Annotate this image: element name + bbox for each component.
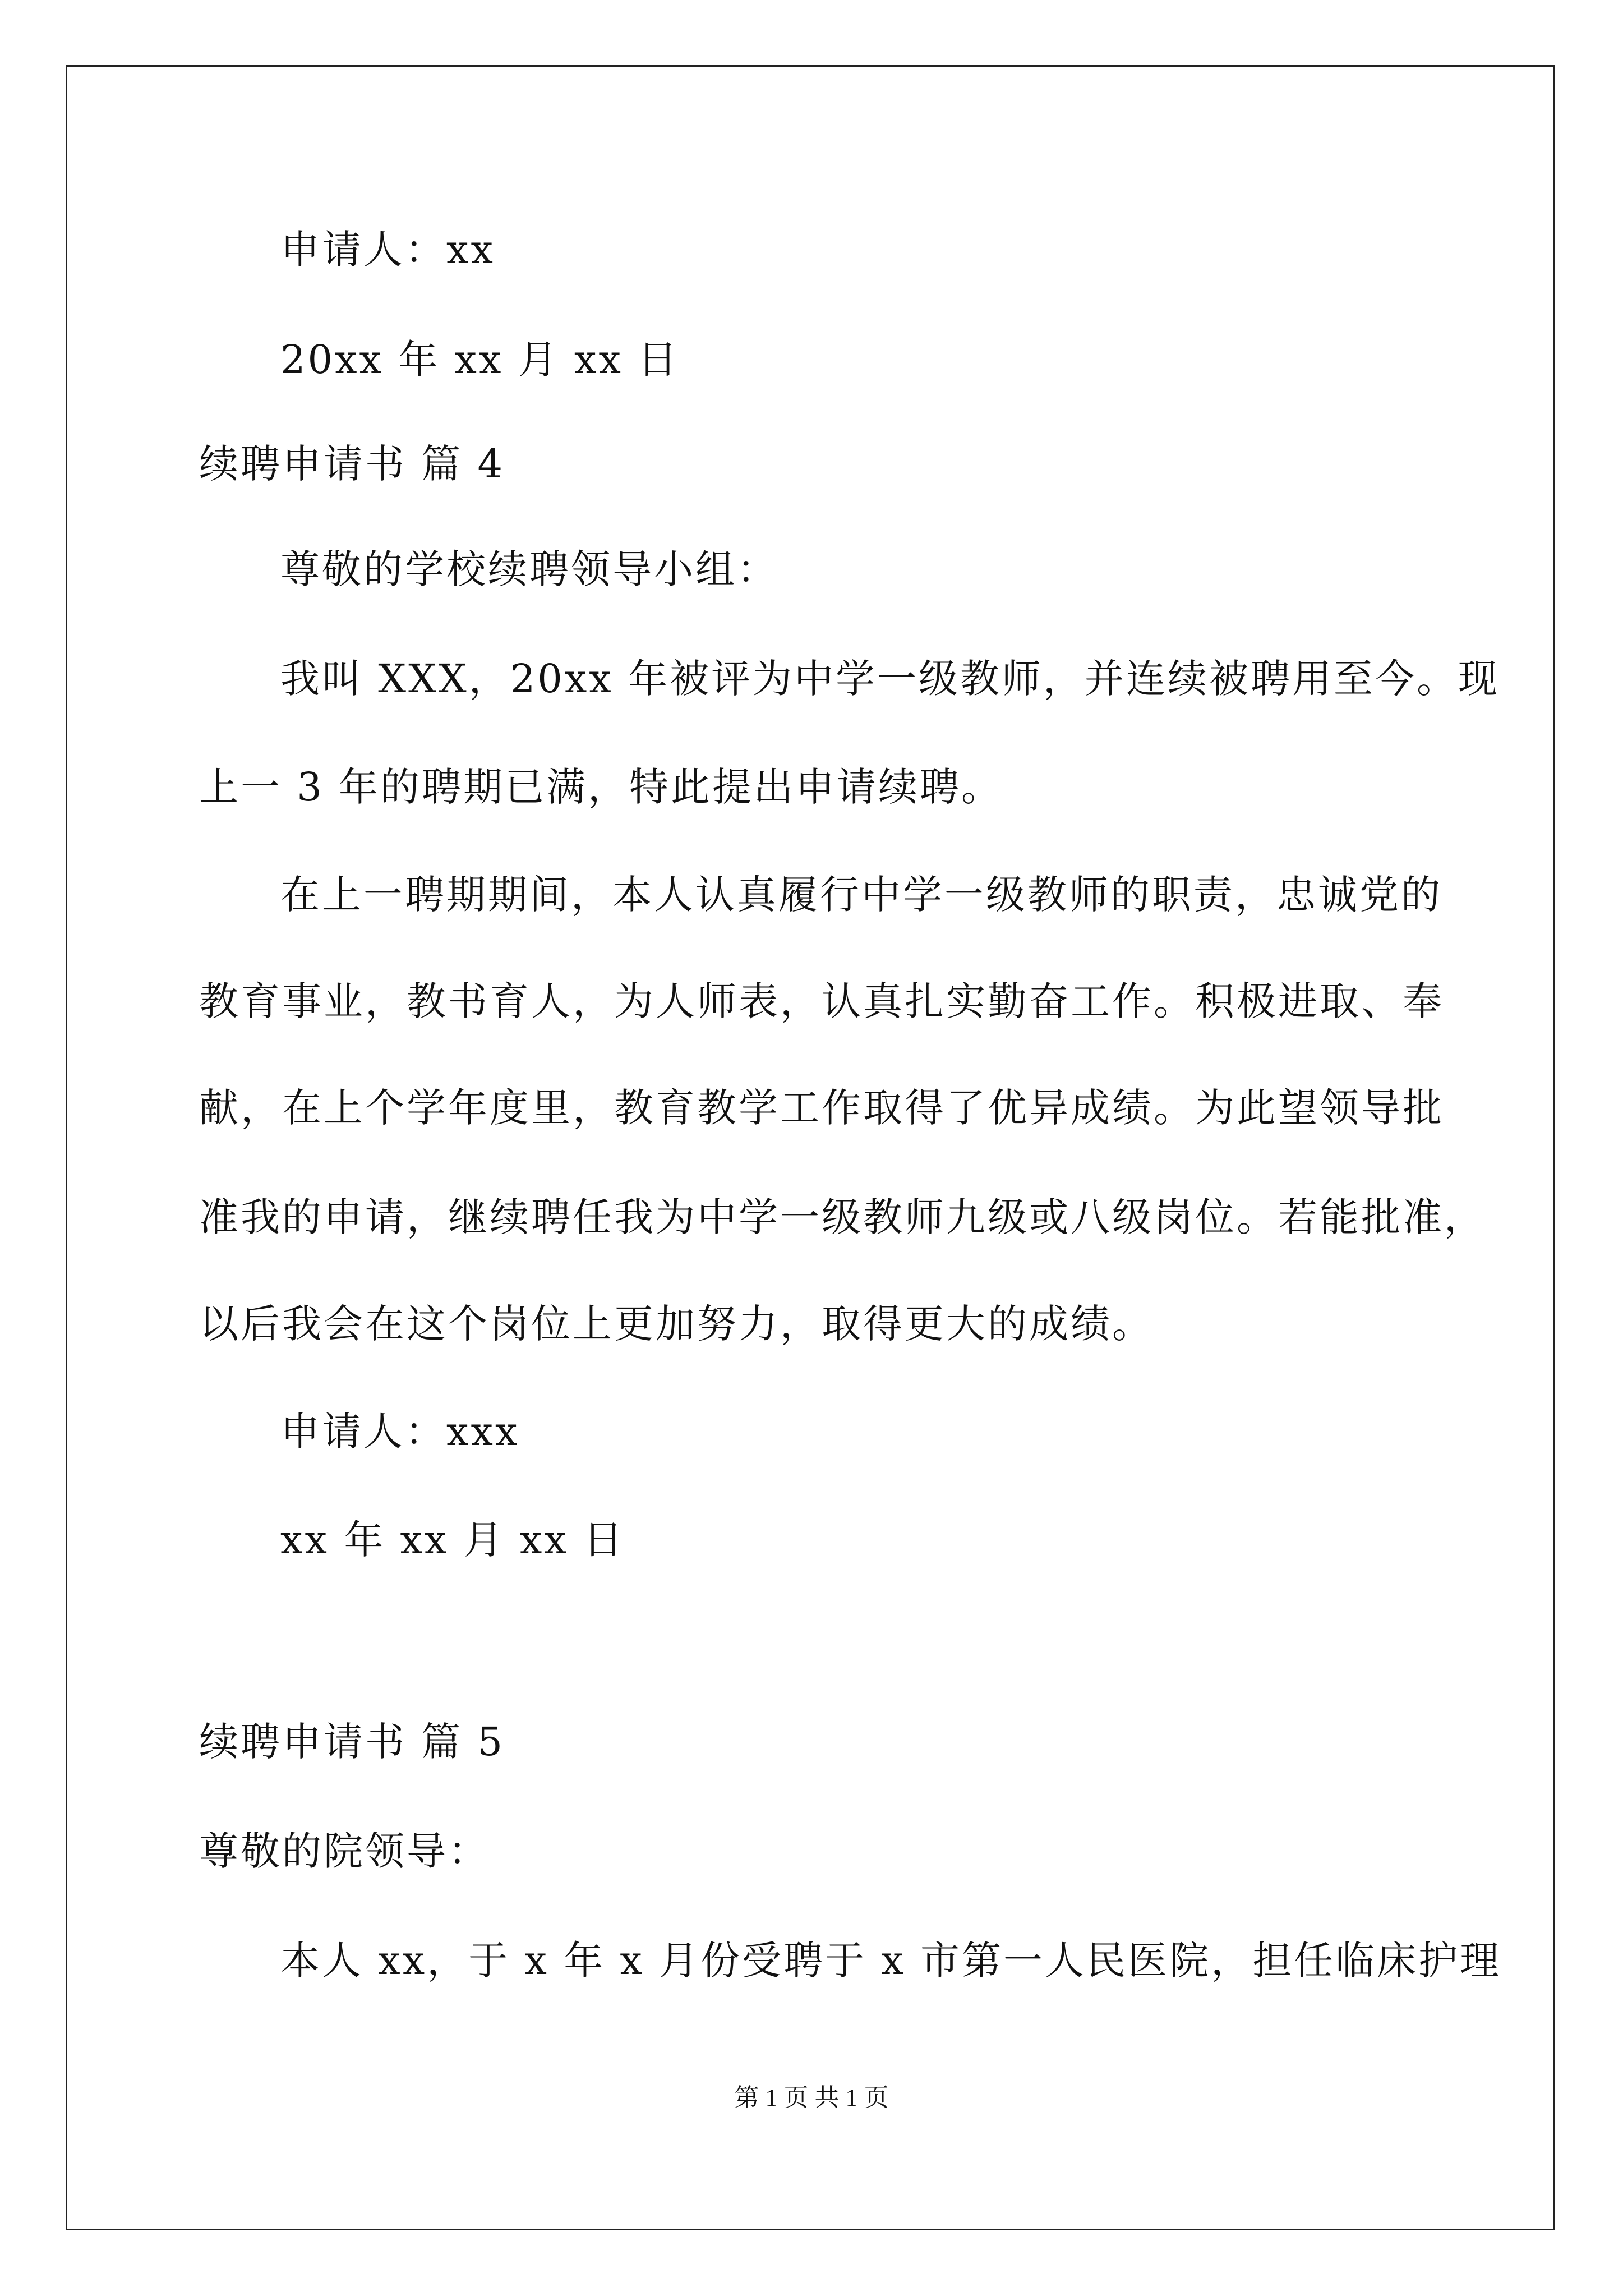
paragraph-line: 教育事业，教书育人，为人师表，认真扎实勤奋工作。积极进取、奉 xyxy=(199,978,1444,1024)
date-line-1: 20xx 年 xx 月 xx 日 xyxy=(280,337,680,383)
salutation-5: 尊敬的院领导： xyxy=(199,1828,490,1874)
paragraph-line: 准我的申请，继续聘任我为中学一级教师九级或八级岗位。若能批准， xyxy=(199,1194,1486,1240)
section-heading-5: 续聘申请书 篇 5 xyxy=(199,1719,505,1765)
paragraph-line: 献，在上个学年度里，教育教学工作取得了优异成绩。为此望领导批 xyxy=(199,1085,1444,1131)
salutation-4: 尊敬的学校续聘领导小组： xyxy=(280,546,778,592)
paragraph-line: 在上一聘期期间，本人认真履行中学一级教师的职责，忠诚党的 xyxy=(280,872,1442,918)
page-border xyxy=(66,65,1555,2230)
applicant-line-1: 申请人：xx xyxy=(280,227,495,273)
applicant-line-2: 申请人：xxx xyxy=(280,1409,520,1455)
paragraph-line: 本人 xx，于 x 年 x 月份受聘于 x 市第一人民医院，担任临床护理 xyxy=(280,1938,1502,1984)
page-footer: 第 1 页 共 1 页 xyxy=(734,2084,889,2111)
date-line-2: xx 年 xx 月 xx 日 xyxy=(280,1517,625,1563)
paragraph-line: 以后我会在这个岗位上更加努力，取得更大的成绩。 xyxy=(199,1301,1154,1347)
paragraph-line: 我叫 XXX，20xx 年被评为中学一级教师，并连续被聘用至今。现 xyxy=(280,656,1500,702)
paragraph-line: 上一 3 年的聘期已满，特此提出申请续聘。 xyxy=(199,764,1003,810)
section-heading-4: 续聘申请书 篇 4 xyxy=(199,441,505,487)
